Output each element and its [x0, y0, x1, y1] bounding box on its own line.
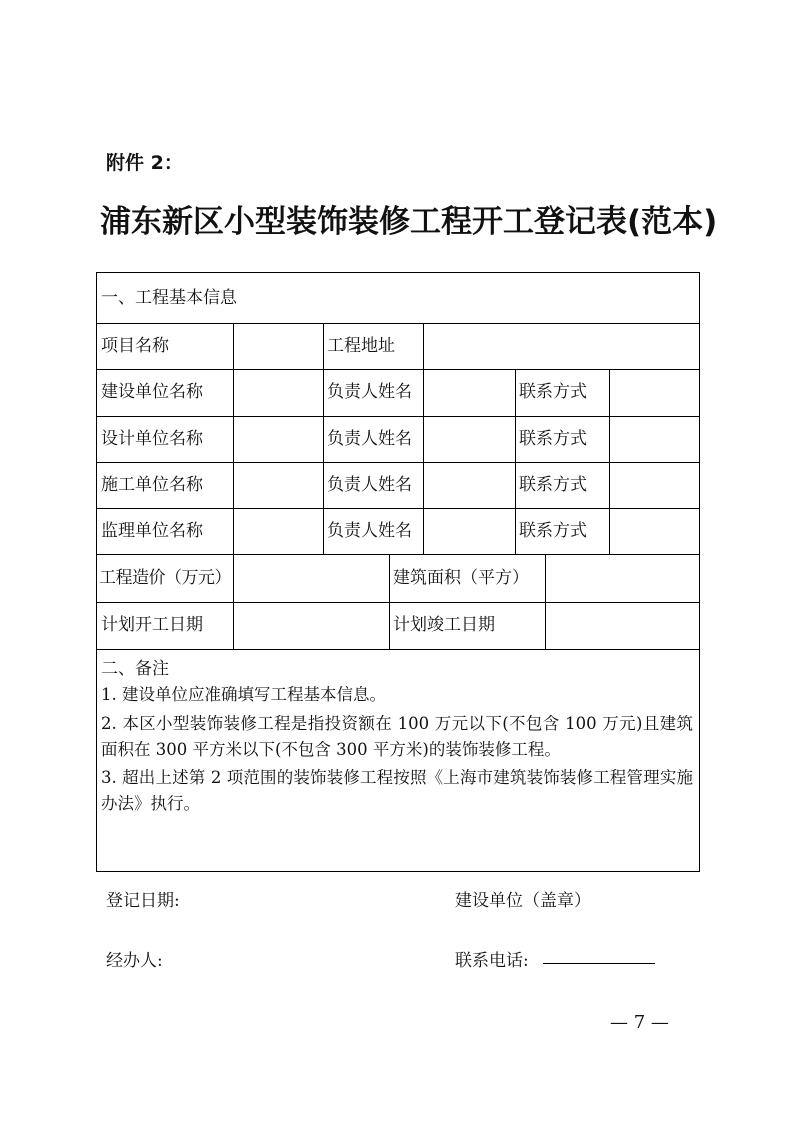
contact-field[interactable]	[609, 416, 701, 462]
register-date-label: 登记日期:	[106, 891, 180, 911]
contact-label: 联系方式	[519, 474, 587, 495]
construction-unit-field[interactable]	[233, 369, 323, 416]
supervision-unit-field[interactable]	[233, 508, 323, 554]
contact-label: 联系方式	[519, 382, 587, 402]
page-number: — 7 —	[610, 1012, 669, 1033]
project-cost-field[interactable]	[233, 554, 389, 602]
design-unit-field[interactable]	[233, 416, 323, 462]
person-in-charge-label: 负责人姓名	[327, 382, 412, 402]
planned-end-label: 计划竣工日期	[393, 615, 495, 635]
section1-title: 一、工程基本信息	[101, 287, 237, 308]
section2-title: 二、备注	[101, 659, 169, 679]
phone-signature-line[interactable]	[543, 963, 655, 964]
note-item: 1. 建设单位应准确填写工程基本信息。	[101, 685, 386, 704]
design-unit-label: 设计单位名称	[101, 428, 203, 449]
building-area-field[interactable]	[545, 554, 701, 602]
handler-label: 经办人:	[106, 951, 163, 971]
contact-field[interactable]	[609, 462, 701, 508]
note-item: 3. 超出上述第 2 项范围的装饰装修工程按照《上海市建筑装饰装修工程管理实施办法》执行。	[101, 768, 693, 813]
construction-unit-label: 建设单位名称	[101, 382, 203, 402]
form-title: 浦东新区小型装饰装修工程开工登记表(范本)	[100, 204, 718, 240]
attachment-label: 附件 2：	[106, 152, 183, 174]
person-in-charge-label: 负责人姓名	[327, 520, 412, 541]
contractor-unit-label: 施工单位名称	[101, 474, 203, 495]
building-area-label: 建筑面积（平方）	[393, 567, 529, 588]
note-item: 2. 本区小型装饰装修工程是指投资额在 100 万元以下(不包含 100 万元)且建筑面积在 300 平方米以下(不包含 300 平方米)的装饰装修工程。	[101, 714, 693, 759]
contact-label: 联系方式	[519, 428, 587, 449]
project-cost-label: 工程造价（万元）	[99, 567, 231, 588]
project-name-field[interactable]	[233, 323, 323, 369]
project-address-label: 工程地址	[327, 335, 395, 356]
project-name-label: 项目名称	[101, 335, 169, 356]
person-in-charge-field[interactable]	[423, 508, 515, 554]
contractor-unit-field[interactable]	[233, 462, 323, 508]
planned-start-label: 计划开工日期	[101, 615, 203, 635]
planned-end-field[interactable]	[545, 602, 701, 649]
planned-start-field[interactable]	[233, 602, 389, 649]
contact-label: 联系方式	[519, 520, 587, 541]
supervision-unit-label: 监理单位名称	[101, 520, 203, 541]
person-in-charge-label: 负责人姓名	[327, 474, 412, 495]
contact-field[interactable]	[609, 369, 701, 416]
person-in-charge-field[interactable]	[423, 369, 515, 416]
person-in-charge-label: 负责人姓名	[327, 428, 412, 449]
contact-field[interactable]	[609, 508, 701, 554]
registration-form-table	[96, 272, 700, 872]
phone-label: 联系电话:	[455, 951, 529, 971]
project-address-field[interactable]	[423, 323, 701, 369]
person-in-charge-field[interactable]	[423, 416, 515, 462]
person-in-charge-field[interactable]	[423, 462, 515, 508]
notes-section	[97, 649, 699, 817]
build-unit-seal-label: 建设单位（盖章）	[455, 891, 591, 911]
